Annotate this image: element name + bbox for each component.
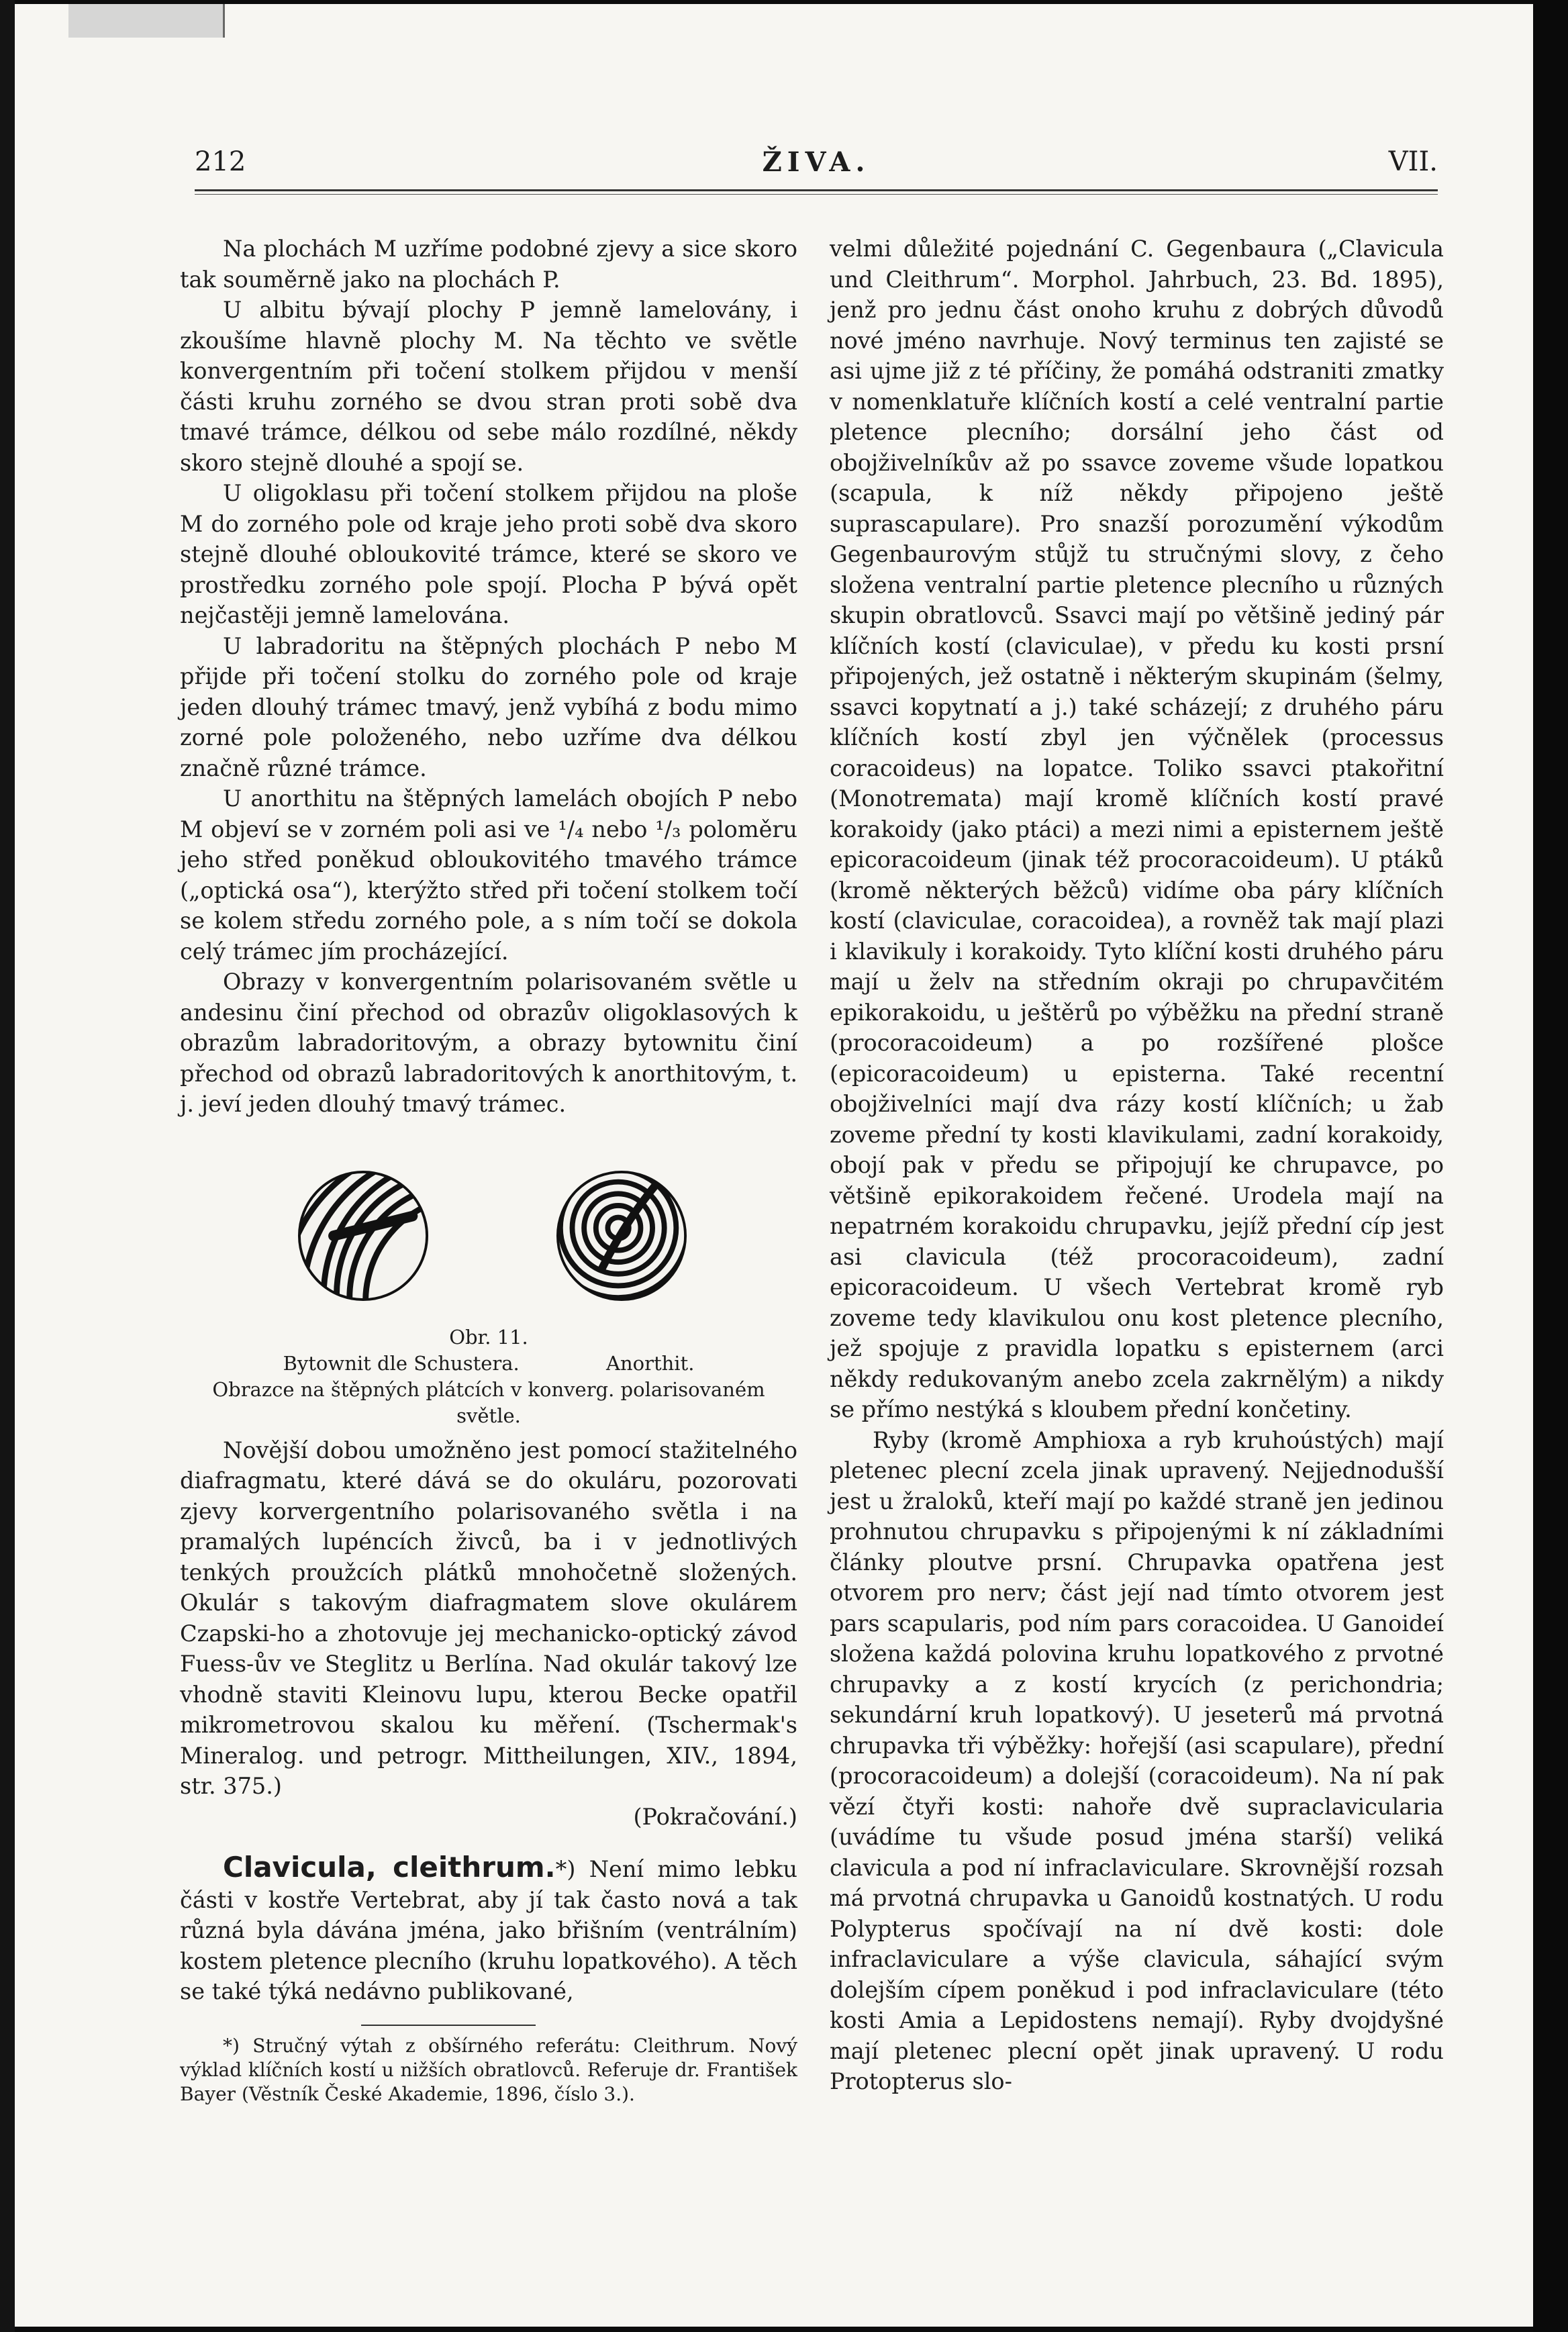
paragraph: U oligoklasu při točení stolkem přijdou na ploše M do zorného pole od kraje jeho proti sobě dva skoro stejně dlouhé obloukovité trámce, které se skoro ve prostředku zorného pole spojí. Plocha P bývá opět nejčastěji jemně lamelována. bbox=[180, 480, 797, 628]
right-column bbox=[830, 234, 1444, 2097]
paragraph: Ryby (kromě Amphioxa a ryb kruhoústých) mají pletenec plecní zcela jinak upravený. Nejjednodušší jest u žraloků, kteří mají po každé straně jen jedinou prohnutou chrupavku s připojenými k ní základními články ploutve prsní. Chrupavka opatřena jest otvorem pro nerv; část její nad tímto otvorem jest pars scapularis, pod ním pars coracoidea. U Ganoideí složena každá polovina kruhu lopatkového z prvotné chrupavky a z kostí krycích (z perichondria; sekundární kruh lopatkový). U jeseterů má prvotná chrupavka tři výběžky: hořejší (asi scapulare), přední (procoracoideum) a dolejší (coracoideum). Na ní pak vězí čtyři kosti: nahoře dvě supraclavicularia (uvádíme tu všude posud jména starší) veliká clavicula a pod ní infraclaviculare. Skrovnější rozsah má prvotná chrupavka u Ganoidů kostnatých. U rodu Polypterus spočívají na ní dvě kosti: dole infraclaviculare a výše clavicula, sáhající svým dolejším cípem poněkud i pod infraclaviculare (této kosti Amia a Lepidostens nemají). Ryby dvojdyšné mají pletenec plecní opět jinak upravený. U rodu Protopterus slo- bbox=[830, 1426, 1444, 2094]
journal-title: ŽIVA. bbox=[762, 146, 871, 178]
footnote-marker: *) bbox=[555, 1856, 576, 1882]
continued-note: (Pokračování.) bbox=[633, 1803, 797, 1830]
header-rule bbox=[195, 189, 1438, 191]
paragraph: U albitu bývají plochy P jemně lamelovány, i zkoušíme hlavně plochy M. Na těchto ve světle konvergentním při točení stolkem přijdou v menší části kruhu zorného se dvou stran proti sobě dva tmavé trámce, délkou od sebe málo rozdílné, někdy skoro stejně dlouhé a spojí se. bbox=[180, 297, 797, 476]
scan-corner-mark bbox=[68, 4, 225, 38]
left-column bbox=[180, 234, 797, 2106]
paragraph: velmi důležité pojednání C. Gegenbaura („Clavicula und Cleithrum“. Morphol. Jahrbuch, 23. Bd. 1895), jenž pro jednu část onoho kruhu z dobrých důvodů nové jméno navrhuje. Nový terminus ten zajisté se asi ujme již z té příčiny, že pomáhá odstraniti zmatky v nomenklatuře klíčních kostí a celé ventralní partie pletence plecního; dorsální jeho část od obojživelníkův až po ssavce zoveme všude lopatkou (scapula, k níž někdy připojeno ještě suprascapulare). Pro snazší porozumění výkodům Gegenbaurovým stůjž tu stručnými slovy, z čeho složena ventralní partie pletence plecního u různých skupin obratlovců. Ssavci mají po většině jediný pár klíčních kostí (claviculae), v předu ku kosti prsní připojených, jež ostatně i některým skupinám (šelmy, ssavci kopytnatí a j.) také scházejí; z druhého páru klíčních kostí zbyl jen výčnělek (processus coracoideus) na lopatce. Toliko ssavci ptakořitní (Monotremata) mají kromě klíčních kostí pravé korakoidy (jako ptáci) a mezi nimi a episternem ještě epicoracoideum (jinak též procoracoideum). U ptáků (kromě některých běžců) vidíme oba páry klíčních kostí (claviculae, coracoidea), a rovněž tak mají plazi i klavikuly i korakoidy. Tyto klíční kosti druhého páru mají u želv na středním okraji po chrupavčitém epikorakoidu, u ještěrů po výběžku na přední straně (procoracoideum) a po rozšířené plošce (epicoracoideum) u episterna. Také recentní obojživelníci mají dva rázy kostí klíčních; u žab zoveme přední ty kosti klavikulami, zadní korakoidy, obojí pak v předu se připojují ke chrupavce, po většině epikorakoidem řečené. Urodela mají na nepatrném korakoidu chrupavku, jejíž přední cíp jest asi clavicula (též procoracoideum), zadní epicoracoideum. U všech Vertebrat kromě ryb zoveme tedy klavikulou onu kost pletence plecního, jež spojuje z pravidla lopatku s episternem (arci někdy redukovaným anebo zcela zakrnělým) a nikdy se přímo nestýká s kloubem přední končetiny. bbox=[830, 236, 1444, 1422]
section-title: Clavicula, cleithrum. bbox=[223, 1851, 556, 1884]
paragraph: U anorthitu na štěpných lamelách obojích P nebo M objeví se v zorném poli asi ve ¹/₄ nebo ¹/₃ poloměru jeho střed poněkud obloukovitého tmavého trámce („optická osa“), kterýžto střed při točení stolkem točí se kolem středu zorného pole, a s ním točí se dokola celý trámec jím procházející. bbox=[180, 785, 797, 965]
figure-caption bbox=[180, 1324, 797, 1429]
page-number: 212 bbox=[195, 146, 246, 177]
scan-left-edge bbox=[0, 0, 15, 2332]
anorthit-interference-figure bbox=[556, 1170, 687, 1302]
header-rule-thin bbox=[195, 194, 1438, 195]
figure-right-name: Anorthit. bbox=[606, 1351, 695, 1375]
footnote-rule bbox=[361, 2025, 536, 2026]
paragraph: Na plochách M uzříme podobné zjevy a sice skoro tak souměrně jako na plochách P. bbox=[180, 236, 797, 293]
figure-11 bbox=[180, 1140, 797, 1435]
scan-right-edge bbox=[1533, 0, 1568, 2332]
paragraph: Novější dobou umožněno jest pomocí stažitelného diafragmatu, které dává se do okuláru, pozorovati zjevy korvergentního polarisovaného světla i na pramalých lupéncích živců, ba i v jednotlivých tenkých proužcích plátků mnohočetně složených. Okulár s takovým diafragmatem slove okulárem Czapski-ho a zhotovuje jej mechanicko-optický závod Fuess-ův ve Steglitz u Berlína. Nad okulár takový lze vhodně staviti Kleinovu lupu, kterou Becke opatřil mikrometrovou skalou ku měření. (Tschermak's Mineralog. und petrogr. Mittheilungen, XIV., 1894, str. 375.) bbox=[180, 1437, 797, 1799]
section-text: Není mimo lebku části v kostře Vertebrat, aby jí tak často nová a tak různá byla dávána jména, jako břišním (ventrálním) kostem pletence plecního (kruhu lopatkového). A těch se také týká nedávno publikované, bbox=[180, 1856, 797, 2004]
bytownit-interference-figure bbox=[297, 1170, 429, 1302]
paragraph: Obrazy v konvergentním polarisovaném světle u andesinu činí přechod od obrazův oligoklasových k obrazům labradoritovým, a obrazy bytownitu činí přechod od obrazů labradoritových k anorthitovým, t. j. jeví jeden dlouhý tmavý trámec. bbox=[180, 969, 797, 1117]
figure-left-name: Bytownit dle Schustera. bbox=[283, 1351, 520, 1375]
running-header bbox=[195, 146, 1438, 187]
paragraph: U labradoritu na štěpných plochách P nebo M přijde při točení stolku do zorného pole od kraje jeden dlouhý trámec tmavý, jenž vybíhá z bodu mimo zorné pole položeného, nebo uzříme dva délkou značně různé trámce. bbox=[180, 632, 797, 781]
figure-names bbox=[180, 1351, 797, 1377]
volume-number: VII. bbox=[1388, 146, 1438, 177]
figure-description: Obrazce na štěpných plátcích v konverg. polarisovaném světle. bbox=[212, 1377, 765, 1427]
footnote: *) Stručný výtah z obšírného referátu: Cleithrum. Nový výklad klíčních kostí u nižších obratlovců. Referuje dr. František Bayer (Věstník České Akademie, 1896, číslo 3.). bbox=[180, 2034, 797, 2105]
figure-label: Obr. 11. bbox=[449, 1325, 528, 1349]
section-paragraph bbox=[180, 1852, 797, 2007]
